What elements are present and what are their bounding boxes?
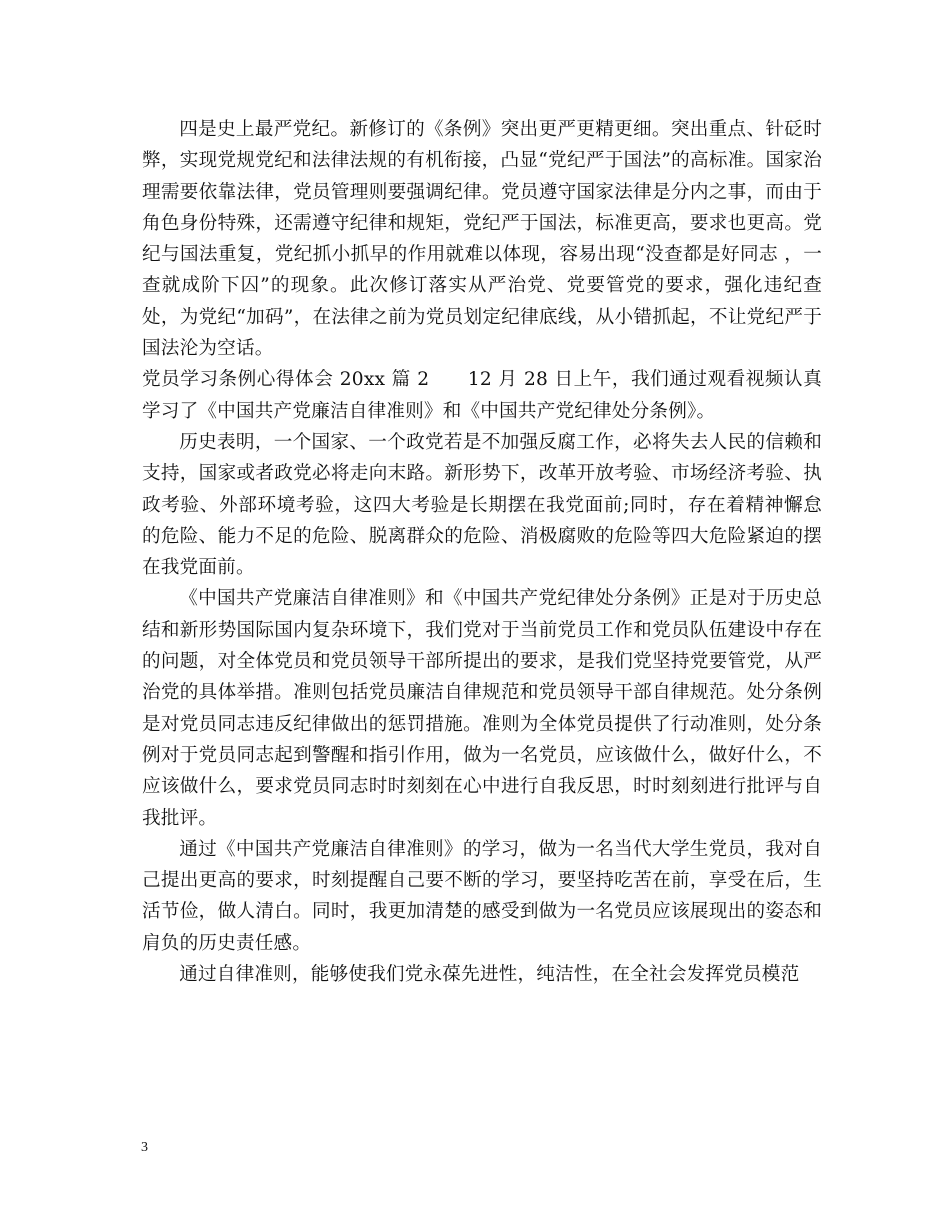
paragraph-discipline: 四是史上最严党纪。新修订的《条例》突出更严更精更细。突出重点、针砭时弊，实现党规党纪和法律法规的有机衔接，凸显“党纪严于国法”的高标准。国家治理需要依靠法律，党员管理则要强调纪律。党员遵守国家法律是分内之事，而由于角色身份特殊，还需遵守纪律和规矩，党纪严于国法，标准更高，要求也更高。党纪与国法重复，党纪抓小抓早的作用就难以体现，容易出现“没查都是好同志 ，一查就成阶下囚”的现象。此次修订落实从严治党、党要管党的要求，强化违纪查处，为党纪“加码”，在法律之前为党员划定纪律底线，从小错抓起，不让党纪严于国法沦为空话。	[142, 119, 822, 360]
paragraph-history: 历史表明，一个国家、一个政党若是不加强反腐工作，必将失去人民的信赖和支持，国家或者政党必将走向末路。新形势下，改革开放考验、市场经济考验、执政考验、外部环境考验，这四大考验是长期摆在我党面前;同时，存在着精神懈怠的危险、能力不足的危险、脱离群众的危险、消极腐败的危险等四大危险紧迫的摆在我党面前。	[142, 431, 822, 579]
paragraph-regulations: 《中国共产党廉洁自律准则》和《中国共产党纪律处分条例》正是对于历史总结和新形势国际国内复杂环境下，我们党对于当前党员工作和党员队伍建设中存在的问题，对全体党员和党员领导干部所提出的要求，是我们党坚持党要管党，从严治党的具体举措。准则包括党员廉洁自律规范和党员领导干部自律规范。处分条例是对党员同志违反纪律做出的惩罚措施。准则为全体党员提供了行动准则，处分条例对于党员同志起到警醒和指引作用，做为一名党员，应该做什么，做好什么，不应该做什么，要求党员同志时时刻刻在心中进行自我反思，时时刻刻进行批评与自我批评。	[142, 588, 822, 829]
page-number: 3	[141, 1140, 148, 1155]
paragraph-self-discipline: 通过自律准则，能够使我们党永葆先进性，纯洁性，在全社会发挥党员模范	[179, 964, 800, 986]
document-body	[142, 114, 822, 990]
paragraph-section-heading: 党员学习条例心得体会 20xx 篇 2 12 月 28 日上午，我们通过观看视频认真学习了《中国共产党廉洁自律准则》和《中国共产党纪律处分条例》。	[142, 369, 822, 422]
paragraph-study: 通过《中国共产党廉洁自律准则》的学习，做为一名当代大学生党员，我对自己提出更高的要求，时刻提醒自己要不断的学习，要坚持吃苦在前，享受在后，生活节俭，做人清白。同时，我更加清楚的感受到做为一名党员应该展现出的姿态和肩负的历史责任感。	[142, 838, 822, 954]
